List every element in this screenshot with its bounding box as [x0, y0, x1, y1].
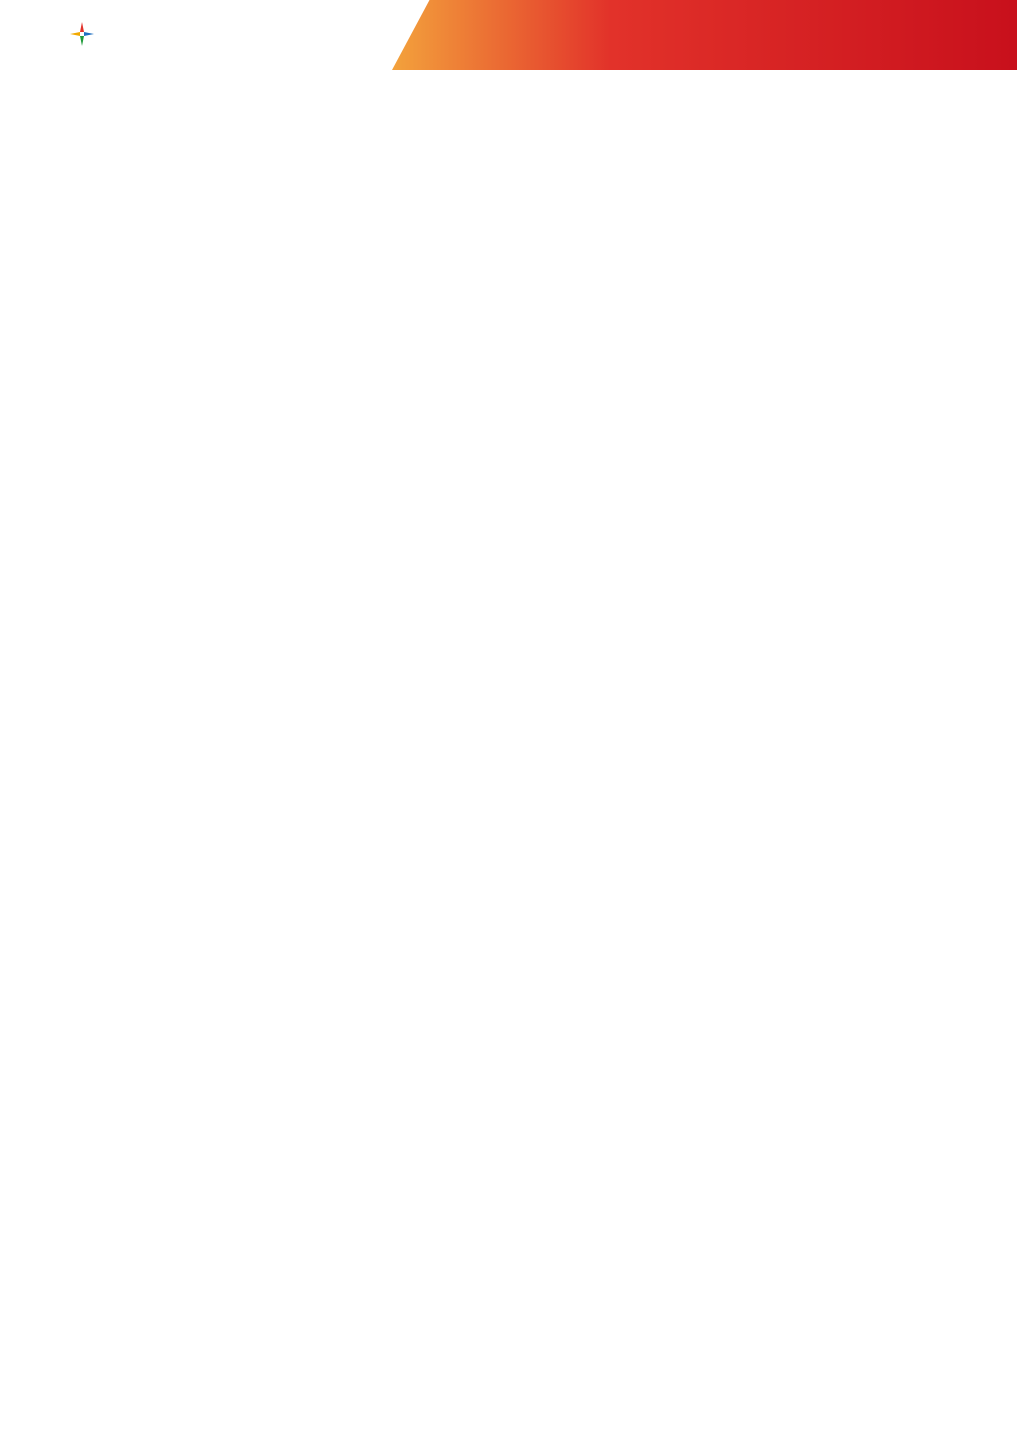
bar-chart-svg — [398, 1068, 743, 1453]
bar-chart — [398, 1068, 743, 1453]
header-banner — [392, 0, 1017, 70]
lottery-logo-icon — [68, 20, 96, 48]
header — [0, 0, 1017, 76]
trend-grid — [12, 76, 1003, 824]
trend-chart — [12, 76, 1003, 824]
